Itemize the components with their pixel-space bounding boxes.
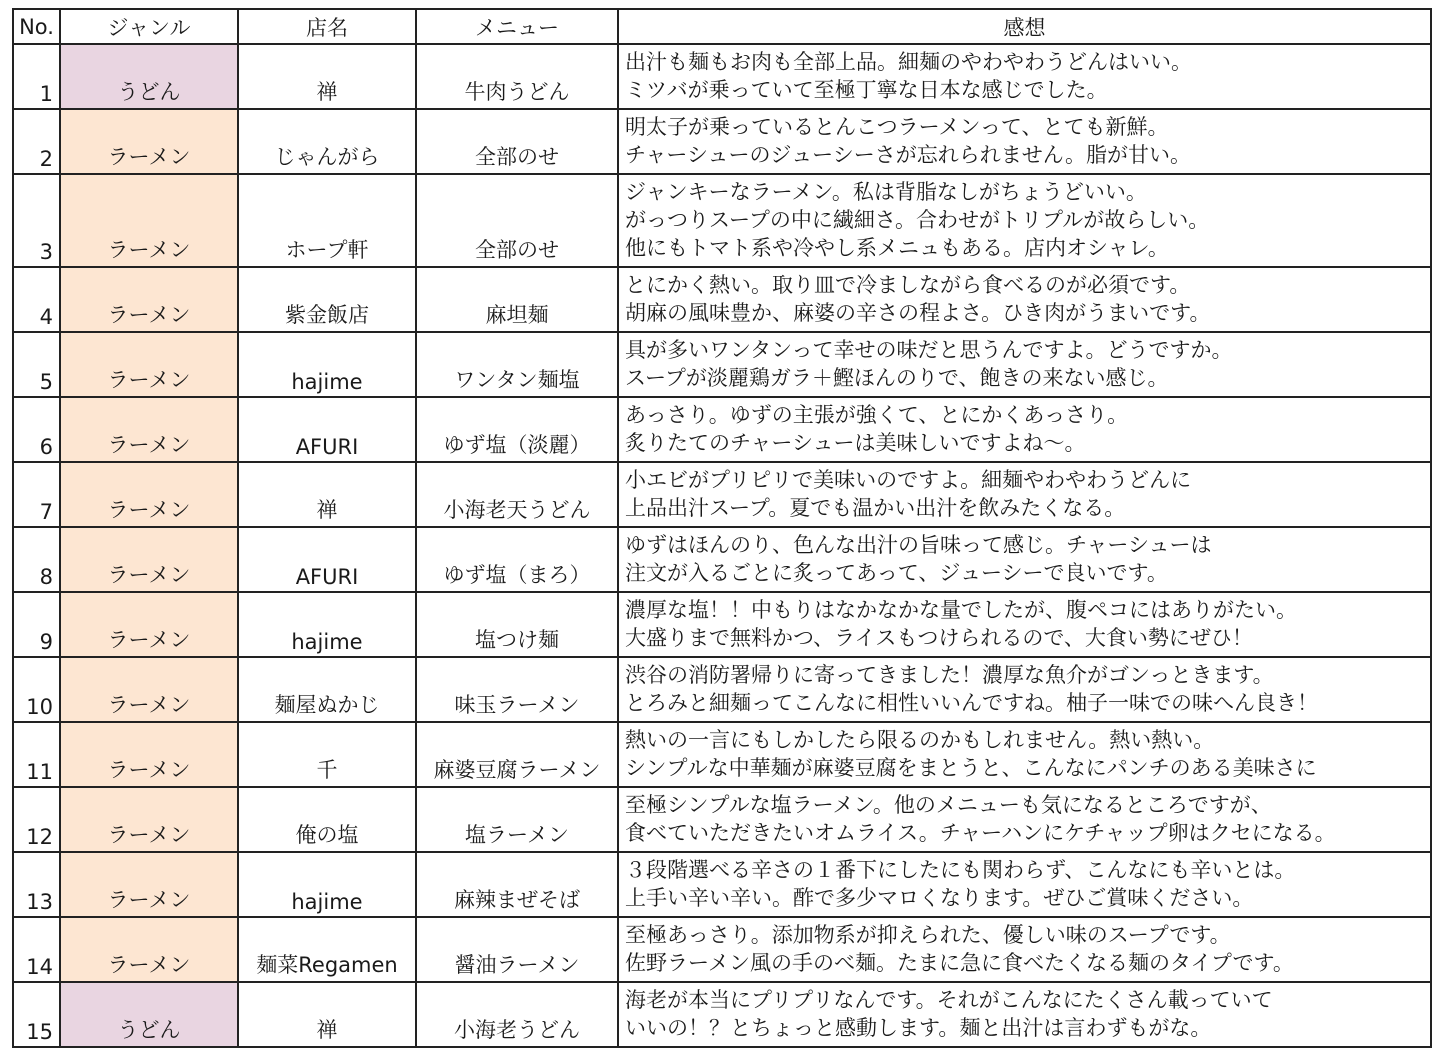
cell-genre[interactable]: ラーメン	[60, 109, 238, 174]
cell-no[interactable]: 4	[13, 267, 60, 332]
cell-menu[interactable]: 小海老天うどん	[416, 462, 618, 527]
cell-genre[interactable]: うどん	[60, 982, 238, 1047]
header-genre[interactable]: ジャンル	[60, 9, 238, 44]
cell-shop[interactable]: 禅	[238, 982, 416, 1047]
impression-line: シンプルな中華麺が麻婆豆腐をまとうと、こんなにパンチのある美味さに	[625, 756, 1317, 780]
cell-shop[interactable]: じゃんがら	[238, 109, 416, 174]
cell-impression[interactable]	[618, 462, 1431, 527]
cell-shop[interactable]: AFURI	[238, 527, 416, 592]
impression-line: 他にもトマト系や冷やし系メニュもある。店内オシャレ。	[625, 236, 1169, 260]
impression-line: 渋谷の消防署帰りに寄ってきました！濃厚な魚介がゴンっときます。	[625, 663, 1274, 687]
cell-no[interactable]: 15	[13, 982, 60, 1047]
impression-line: ミツバが乗っていて至極丁寧な日本な感じでした。	[625, 78, 1108, 102]
cell-menu[interactable]: 味玉ラーメン	[416, 657, 618, 722]
header-shop[interactable]: 店名	[238, 9, 416, 44]
cell-shop[interactable]: 禅	[238, 462, 416, 527]
impression-line: ３段階選べる辛さの１番下にしたにも関わらず、こんなにも辛いとは。	[625, 858, 1296, 882]
table-body	[13, 44, 1431, 1047]
table-row	[13, 787, 1431, 852]
cell-menu[interactable]: ゆず塩（淡麗）	[416, 397, 618, 462]
header-no[interactable]: No.	[13, 9, 60, 44]
cell-impression[interactable]	[618, 657, 1431, 722]
table-row	[13, 982, 1431, 1047]
cell-genre[interactable]: ラーメン	[60, 332, 238, 397]
cell-menu[interactable]: 牛肉うどん	[416, 44, 618, 109]
cell-shop[interactable]: 麺菜Regamen	[238, 917, 416, 982]
cell-no[interactable]: 11	[13, 722, 60, 787]
cell-no[interactable]: 10	[13, 657, 60, 722]
cell-genre[interactable]: ラーメン	[60, 592, 238, 657]
impression-line: 胡麻の風味豊か、麻婆の辛さの程よさ。ひき肉がうまいです。	[625, 301, 1211, 325]
table-row	[13, 267, 1431, 332]
table-row	[13, 657, 1431, 722]
cell-no[interactable]: 3	[13, 174, 60, 267]
cell-no[interactable]: 9	[13, 592, 60, 657]
cell-shop[interactable]: AFURI	[238, 397, 416, 462]
cell-no[interactable]: 2	[13, 109, 60, 174]
impression-line: 海老が本当にプリプリなんです。それがこんなにたくさん載っていて	[625, 988, 1273, 1012]
cell-shop[interactable]: hajime	[238, 852, 416, 917]
cell-genre[interactable]: ラーメン	[60, 267, 238, 332]
cell-menu[interactable]: 全部のせ	[416, 109, 618, 174]
impression-line: ゆずはほんのり、色んな出汁の旨味って感じ。チャーシューは	[625, 533, 1212, 557]
cell-impression[interactable]	[618, 267, 1431, 332]
table-row	[13, 462, 1431, 527]
cell-impression[interactable]	[618, 592, 1431, 657]
cell-no[interactable]: 7	[13, 462, 60, 527]
cell-shop[interactable]: hajime	[238, 592, 416, 657]
cell-genre[interactable]: ラーメン	[60, 462, 238, 527]
header-row	[13, 9, 1431, 44]
cell-impression[interactable]	[618, 174, 1431, 267]
impression-line: 食べていただきたいオムライス。チャーハンにケチャップ卵はクセになる。	[625, 821, 1336, 845]
review-table	[12, 8, 1432, 1048]
impression-line: とろみと細麺ってこんなに相性いいんですね。柚子一味での味へん良き！	[625, 691, 1318, 715]
table-row	[13, 917, 1431, 982]
impression-line: 注文が入るごとに炙ってあって、ジューシーで良いです。	[625, 561, 1168, 585]
cell-menu[interactable]: 醤油ラーメン	[416, 917, 618, 982]
impression-line: スープが淡麗鶏ガラ＋鰹ほんのりで、飽きの来ない感じ。	[625, 366, 1169, 390]
impression-line: 佐野ラーメン風の手のべ麺。たまに急に食べたくなる麺のタイプです。	[625, 951, 1294, 975]
impression-line: 熱いの一言にもしかしたら限るのかもしれません。熱い熱い。	[625, 728, 1215, 752]
impression-line: とにかく熱い。取り皿で冷ましながら食べるのが必須です。	[625, 273, 1191, 297]
cell-impression[interactable]	[618, 722, 1431, 787]
table-row	[13, 852, 1431, 917]
cell-menu[interactable]: 小海老うどん	[416, 982, 618, 1047]
table-row	[13, 592, 1431, 657]
cell-impression[interactable]	[618, 332, 1431, 397]
table-row	[13, 44, 1431, 109]
cell-impression[interactable]	[618, 527, 1431, 592]
cell-impression[interactable]	[618, 917, 1431, 982]
cell-no[interactable]: 12	[13, 787, 60, 852]
header-impression[interactable]: 感想	[618, 9, 1431, 44]
cell-no[interactable]: 13	[13, 852, 60, 917]
table-row	[13, 332, 1431, 397]
cell-shop[interactable]: 禅	[238, 44, 416, 109]
impression-line: ジャンキーなラーメン。私は背脂なしがちょうどいい。	[625, 180, 1147, 204]
impression-line: 大盛りまで無料かつ、ライスもつけられるので、大食い勢にぜひ！	[625, 626, 1253, 650]
impression-line: 明太子が乗っているとんこつラーメンって、とても新鮮。	[625, 115, 1169, 139]
cell-menu[interactable]: 塩ラーメン	[416, 787, 618, 852]
impression-line: 出汁も麺もお肉も全部上品。細麺のやわやわうどんはいい。	[625, 50, 1192, 74]
impression-line: 小エビがプリピリで美味いのですよ。細麺やわやわうどんに	[625, 468, 1192, 492]
cell-impression[interactable]	[618, 982, 1431, 1047]
cell-no[interactable]: 8	[13, 527, 60, 592]
cell-shop[interactable]: 麺屋ぬかじ	[238, 657, 416, 722]
table-row	[13, 109, 1431, 174]
cell-shop[interactable]: 俺の塩	[238, 787, 416, 852]
cell-genre[interactable]: ラーメン	[60, 657, 238, 722]
cell-no[interactable]: 1	[13, 44, 60, 109]
table-row	[13, 722, 1431, 787]
cell-menu[interactable]: 塩つけ麺	[416, 592, 618, 657]
cell-shop[interactable]: ホープ軒	[238, 174, 416, 267]
cell-shop[interactable]: 紫金飯店	[238, 267, 416, 332]
table-row	[13, 397, 1431, 462]
cell-genre[interactable]: ラーメン	[60, 787, 238, 852]
cell-impression[interactable]	[618, 44, 1431, 109]
cell-menu[interactable]: ゆず塩（まろ）	[416, 527, 618, 592]
cell-impression[interactable]	[618, 852, 1431, 917]
cell-no[interactable]: 6	[13, 397, 60, 462]
cell-menu[interactable]: 麻婆豆腐ラーメン	[416, 722, 618, 787]
cell-impression[interactable]	[618, 787, 1431, 852]
cell-menu[interactable]: 麻坦麺	[416, 267, 618, 332]
cell-menu[interactable]: ワンタン麺塩	[416, 332, 618, 397]
cell-genre[interactable]: ラーメン	[60, 397, 238, 462]
impression-line: あっさり。ゆずの主張が強くて、とにかくあっさり。	[625, 403, 1129, 427]
header-menu[interactable]: メニュー	[416, 9, 618, 44]
impression-line: 至極シンプルな塩ラーメン。他のメニューも気になるところですが、	[625, 793, 1272, 817]
table-row	[13, 527, 1431, 592]
cell-genre[interactable]: ラーメン	[60, 852, 238, 917]
cell-no[interactable]: 5	[13, 332, 60, 397]
impression-line: 具が多いワンタンって幸せの味だと思うんですよ。どうですか。	[625, 338, 1233, 362]
cell-no[interactable]: 14	[13, 917, 60, 982]
cell-impression[interactable]	[618, 109, 1431, 174]
impression-line: 炙りたてのチャーシューは美味しいですよね〜。	[625, 431, 1086, 455]
cell-genre[interactable]: ラーメン	[60, 527, 238, 592]
cell-genre[interactable]: ラーメン	[60, 174, 238, 267]
cell-menu[interactable]: 全部のせ	[416, 174, 618, 267]
cell-genre[interactable]: ラーメン	[60, 917, 238, 982]
impression-line: 上品出汁スープ。夏でも温かい出汁を飲みたくなる。	[625, 496, 1126, 520]
table-row	[13, 174, 1431, 267]
impression-line: いいの！？とちょっと感動します。麺と出汁は言わずもがな。	[625, 1016, 1212, 1040]
cell-genre[interactable]: ラーメン	[60, 722, 238, 787]
impression-line: チャーシューのジューシーさが忘れられません。脂が甘い。	[625, 143, 1191, 167]
cell-shop[interactable]: hajime	[238, 332, 416, 397]
cell-genre[interactable]: うどん	[60, 44, 238, 109]
impression-line: 濃厚な塩！！中もりはなかなかな量でしたが、腹ペコにはありがたい。	[625, 598, 1297, 622]
cell-impression[interactable]	[618, 397, 1431, 462]
impression-line: 至極あっさり。添加物系が抑えられた、優しい味のスープです。	[625, 923, 1231, 947]
impression-line: 上手い辛い辛い。酢で多少マロくなります。ぜひご賞味ください。	[625, 886, 1254, 910]
impression-line: がっつりスープの中に繊細さ。合わせがトリプルが故らしい。	[625, 208, 1210, 232]
cell-menu[interactable]: 麻辣まぜそば	[416, 852, 618, 917]
cell-shop[interactable]: 千	[238, 722, 416, 787]
